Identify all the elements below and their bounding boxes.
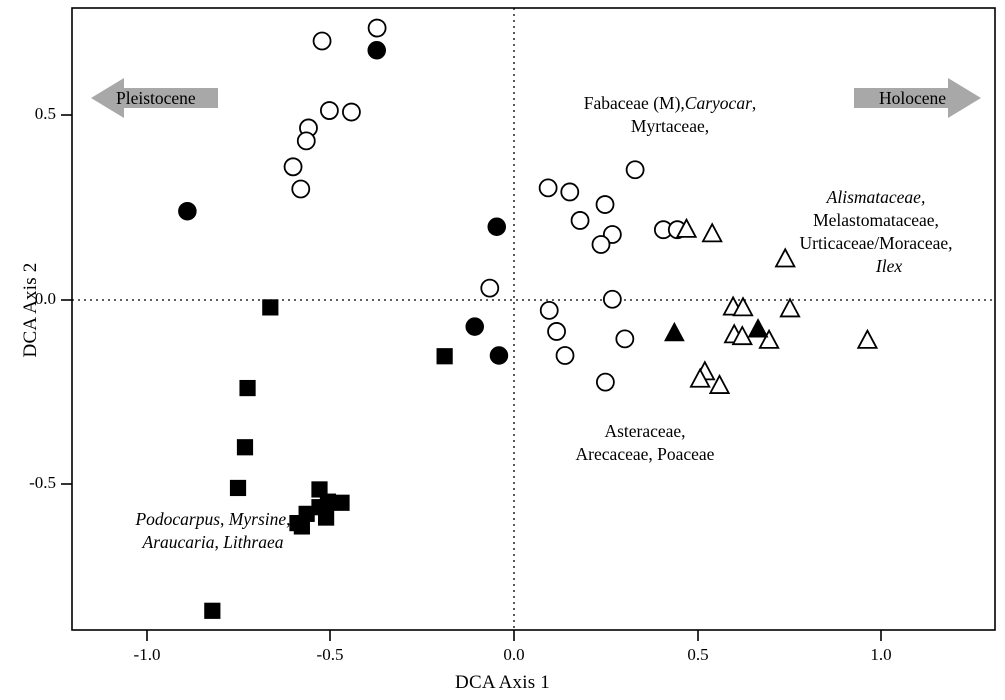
annotation-text: ,: [220, 509, 229, 529]
point-circle-open: [616, 330, 633, 347]
y-tick-label-2: -0.5: [29, 473, 56, 492]
y-axis-ticks: [61, 115, 72, 484]
annotation-text-italic: Podocarpus: [135, 509, 221, 529]
x-tick-label-3: 0.5: [687, 645, 709, 664]
annotation-text-italic: Ilex: [875, 256, 903, 277]
point-circle-open: [597, 374, 614, 391]
y-tick-label-0: 0.5: [34, 104, 56, 123]
point-circle-open: [321, 102, 338, 119]
annotation-text-italic: Myrsine: [228, 509, 287, 529]
point-circle-open: [592, 236, 609, 253]
point-square-filled: [240, 381, 255, 396]
point-circle-open: [285, 158, 302, 175]
annotation-text: Melastomataceae,: [813, 210, 939, 231]
point-circle-filled: [368, 42, 385, 59]
annotation-text-italic: Lithraea: [223, 532, 284, 553]
annotation-text-italic: Caryocar: [684, 93, 752, 113]
annotation-text: ,: [286, 509, 291, 529]
point-circle-open: [292, 181, 309, 198]
point-circle-open: [572, 212, 589, 229]
x-tick-label-4: 1.0: [870, 645, 892, 664]
annotation-far-right-taxa: [756, 186, 996, 278]
annotation-lower-right-taxa: [525, 420, 765, 466]
point-circle-filled: [490, 347, 507, 364]
point-circle-filled: [179, 203, 196, 220]
x-tick-label-2: 0.0: [503, 645, 525, 664]
annotation-text: ,: [214, 532, 224, 553]
point-circle-open: [343, 104, 360, 121]
point-circle-open: [481, 280, 498, 297]
point-circle-open: [604, 291, 621, 308]
annotation-text: Arecaceae, Poaceae: [575, 444, 715, 465]
point-circle-open: [314, 33, 331, 50]
holocene-arrow-label: Holocene: [879, 88, 947, 108]
annotation-upper-right-taxa: [540, 92, 800, 138]
point-square-filled: [237, 440, 252, 455]
annotation-text: Myrtaceae,: [630, 116, 710, 137]
x-axis-title: DCA Axis 1: [455, 672, 550, 693]
annotation-text-italic: Alismataceae,: [826, 187, 926, 207]
point-circle-open: [540, 179, 557, 196]
point-square-filled: [205, 603, 220, 618]
point-circle-open: [541, 302, 558, 319]
point-circle-open: [548, 323, 565, 340]
point-circle-filled: [488, 218, 505, 235]
point-square-filled: [437, 349, 452, 364]
point-circle-open: [298, 132, 315, 149]
point-square-filled: [263, 300, 278, 315]
point-circle-open: [627, 161, 644, 178]
annotation-text: Asteraceae,: [604, 421, 686, 441]
annotation-text: ,: [751, 93, 757, 113]
point-circle-open: [561, 183, 578, 200]
x-tick-label-0: -1.0: [133, 645, 161, 664]
annotation-text: Urticaceae/Moraceae,: [799, 233, 953, 254]
annotation-text-italic: Araucaria: [142, 532, 215, 553]
point-square-filled: [231, 480, 246, 495]
y-tick-label-1: 0.0: [34, 289, 56, 308]
annotation-text: Fabaceae (M),: [583, 93, 685, 113]
x-axis-ticks: [147, 630, 881, 641]
point-circle-open: [557, 347, 574, 364]
point-circle-filled: [466, 318, 483, 335]
y-axis-title: DCA Axis 2: [20, 262, 41, 358]
point-circle-open: [369, 20, 386, 37]
annotation-lower-left-taxa: [78, 508, 348, 554]
pleistocene-arrow-label: Pleistocene: [116, 88, 196, 108]
point-circle-open: [597, 196, 614, 213]
x-tick-label-1: -0.5: [316, 645, 344, 664]
